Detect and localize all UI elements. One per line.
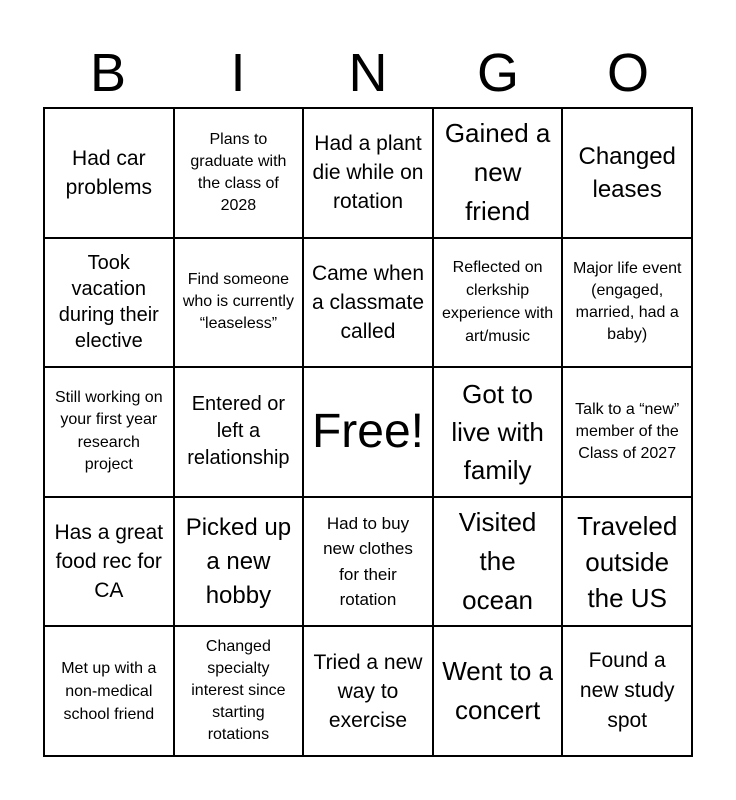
cell-text: Got to live with family — [451, 378, 544, 485]
bingo-cell[interactable] — [563, 109, 693, 239]
cell-text: Picked up a new hobby — [185, 513, 292, 609]
bingo-cell[interactable] — [304, 239, 434, 369]
cell-text: Still working on your first year research project — [54, 388, 163, 474]
cell-text: Met up with a non-medical school friend — [61, 659, 157, 723]
header-letter-o: O — [606, 43, 649, 103]
bingo-cell[interactable] — [304, 627, 434, 757]
bingo-cell[interactable] — [434, 368, 564, 498]
bingo-cell[interactable] — [434, 498, 564, 628]
header-letter-i: I — [230, 43, 246, 103]
bingo-cell[interactable] — [175, 627, 305, 757]
bingo-cell[interactable] — [175, 109, 305, 239]
bingo-cell[interactable] — [304, 498, 434, 628]
free-space-label: Free! — [311, 404, 424, 458]
cell-text: Talk to a “new” member of the Class of 2027 — [575, 400, 680, 462]
bingo-cell[interactable] — [563, 368, 693, 498]
cell-text: Find someone who is currently “leaseless” — [182, 271, 294, 333]
bingo-cell[interactable] — [434, 239, 564, 369]
cell-text: Changed leases — [578, 142, 676, 203]
cell-text: Had a plant die while on rotation — [312, 132, 424, 214]
bingo-cell[interactable] — [175, 368, 305, 498]
header-letter-b: B — [89, 43, 127, 103]
cell-text: Found a new study spot — [579, 649, 675, 733]
cell-text: Reflected on clerkship experience with art/music — [442, 259, 554, 346]
header-letter-n: N — [348, 43, 388, 103]
header-letter-g: G — [476, 43, 519, 103]
bingo-cell[interactable] — [434, 627, 564, 757]
bingo-cell[interactable] — [175, 498, 305, 628]
cell-text: Had to buy new clothes for their rotation — [323, 513, 413, 610]
bingo-cell[interactable] — [434, 109, 564, 239]
cell-text: Tried a new way to exercise — [313, 650, 423, 732]
bingo-cell[interactable] — [45, 239, 175, 369]
cell-text: Major life event (engaged, married, had a baby) — [572, 260, 682, 344]
cell-text: Entered or left a relationship — [187, 393, 290, 470]
cell-text: Changed specialty interest since starting rotations — [191, 638, 286, 744]
bingo-cell[interactable] — [45, 109, 175, 239]
cell-text: Visited the ocean — [458, 507, 537, 616]
cell-text: Came when a classmate called — [311, 261, 425, 343]
bingo-cell[interactable] — [563, 627, 693, 757]
cell-text: Traveled outside the US — [577, 510, 678, 613]
bingo-cell[interactable] — [304, 109, 434, 239]
cell-text: Had car problems — [65, 146, 152, 199]
bingo-cell[interactable] — [45, 627, 175, 757]
bingo-cell[interactable] — [45, 498, 175, 628]
bingo-cell[interactable] — [563, 239, 693, 369]
bingo-header — [43, 38, 693, 108]
cell-text: Has a great food rec for CA — [54, 521, 164, 603]
cell-text: Took vacation during their elective — [58, 252, 159, 353]
cell-text: Plans to graduate with the class of 2028 — [190, 130, 287, 214]
bingo-cell[interactable] — [563, 498, 693, 628]
bingo-cell[interactable] — [175, 239, 305, 369]
bingo-grid — [43, 107, 693, 757]
cell-text: Gained a new friend — [444, 118, 551, 227]
free-space[interactable] — [304, 368, 434, 498]
bingo-cell[interactable] — [45, 368, 175, 498]
cell-text: Went to a concert — [442, 656, 553, 726]
